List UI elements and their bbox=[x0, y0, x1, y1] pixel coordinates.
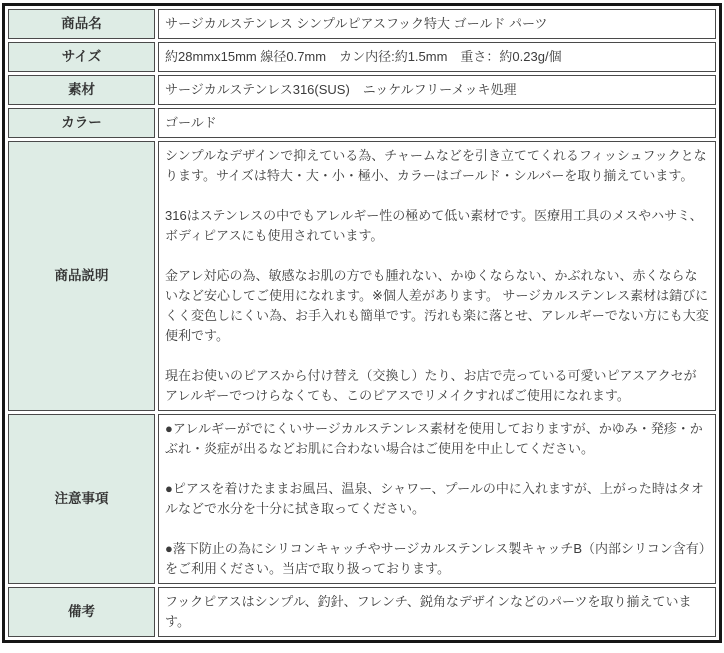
table-row-remarks bbox=[8, 587, 716, 637]
product-spec-table bbox=[2, 3, 722, 643]
row-label-material: 素材 bbox=[8, 75, 155, 105]
row-value-description bbox=[158, 141, 716, 411]
table-row-material bbox=[8, 75, 716, 105]
row-label-remarks: 備考 bbox=[8, 587, 155, 637]
table-row-size bbox=[8, 42, 716, 72]
description-paragraph: 金アレ対応の為、敏感なお肌の方でも腫れない、かゆくならない、かぶれない、赤くならないなど安心してご使用になれます。※個人差があります。 サージカルステンレス素材は錆びにくく変色しにくい為、お手入れも簡単です。汚れも楽に落とせ、アレルギーでない方にも大変便利です。 bbox=[165, 268, 709, 343]
precaution-item: ●ピアスを着けたままお風呂、温泉、シャワー、プールの中に入れますが、上がった時はタオルなどで水分を十分に拭き取ってください。 bbox=[165, 481, 704, 516]
description-paragraph: シンプルなデザインで抑えている為、チャームなどを引き立ててくれるフィッシュフックとなります。サイズは特大・大・小・極小、カラーはゴールド・シルバーを取り揃えています。 bbox=[165, 148, 707, 183]
row-label-description: 商品説明 bbox=[8, 141, 155, 411]
precaution-item: ●落下防止の為にシリコンキャッチやサージカルステンレス製キャッチB（内部シリコン含有）をご利用ください。当店で取り扱っております。 bbox=[165, 541, 706, 576]
table-row-description bbox=[8, 141, 716, 411]
description-paragraph: 現在お使いのピアスから付け替え（交換し）たり、お店で売っている可愛いピアスアクセがアレルギーでつけらなくても、このピアスでリメイクすればご使用になれます。 bbox=[165, 368, 697, 403]
row-value-color: ゴールド bbox=[158, 108, 716, 138]
row-label-size: サイズ bbox=[8, 42, 155, 72]
row-value-product-name: サージカルステンレス シンプルピアスフック特大 ゴールド パーツ bbox=[158, 9, 716, 39]
row-value-material: サージカルステンレス316(SUS) ニッケルフリーメッキ処理 bbox=[158, 75, 716, 105]
table-row-product-name bbox=[8, 9, 716, 39]
row-label-color: カラー bbox=[8, 108, 155, 138]
row-value-precautions bbox=[158, 414, 716, 584]
table-row-precautions bbox=[8, 414, 716, 584]
description-paragraph: 316はステンレスの中でもアレルギー性の極めて低い素材です。医療用工具のメスやハサミ、ボディピアスにも使用されています。 bbox=[165, 208, 703, 243]
row-value-size: 約28mmx15mm 線径0.7mm カン内径:約1.5mm 重さ：約0.23g/個 bbox=[158, 42, 716, 72]
row-value-remarks: フックピアスはシンプル、釣針、フレンチ、鋭角なデザインなどのパーツを取り揃えています。 bbox=[158, 587, 716, 637]
precaution-item: ●アレルギーがでにくいサージカルステンレス素材を使用しておりますが、かゆみ・発疹・かぶれ・炎症が出るなどお肌に合わない場合はご使用を中止してください。 bbox=[165, 421, 703, 456]
row-label-product-name: 商品名 bbox=[8, 9, 155, 39]
table-row-color bbox=[8, 108, 716, 138]
row-label-precautions: 注意事項 bbox=[8, 414, 155, 584]
